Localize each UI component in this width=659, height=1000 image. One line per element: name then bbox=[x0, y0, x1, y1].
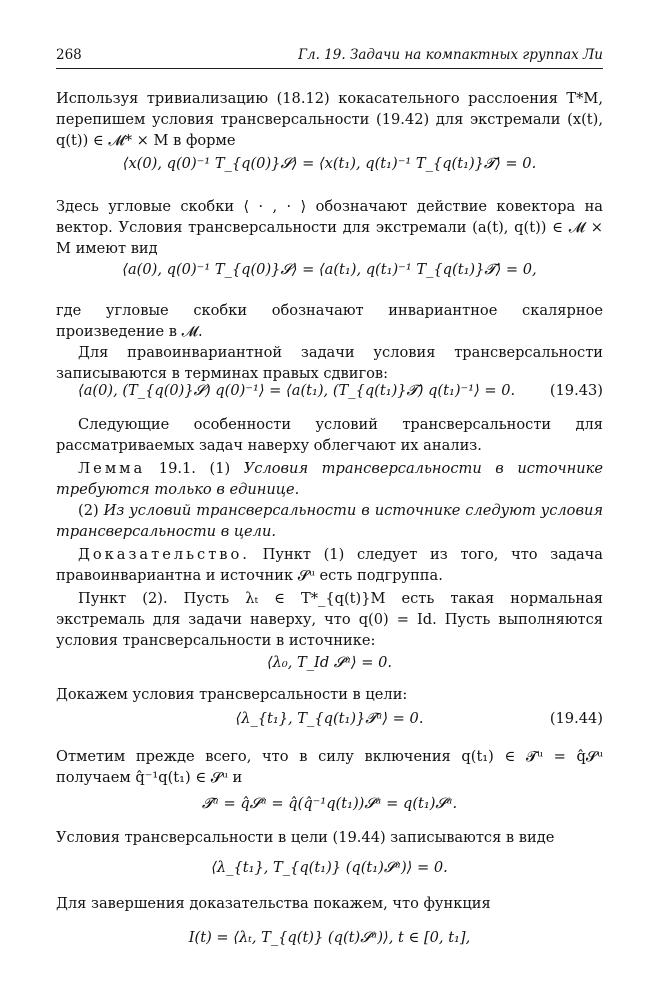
equation-number-19-43: (19.43) bbox=[549, 382, 603, 399]
lemma-part-2-block bbox=[56, 500, 603, 542]
running-title: Гл. 19. Задачи на компактных группах Ли bbox=[298, 47, 603, 63]
proof-label: Доказательство. bbox=[78, 546, 250, 563]
formula-right-shifts: ⟨a(0), (T_{q(0)}𝓢) q(0)⁻¹⟩ = ⟨a(t₁), (T_{q(t₁)}𝓣) q(t₁)⁻¹⟩ = 0. bbox=[78, 382, 516, 399]
lemma-statement bbox=[56, 458, 603, 500]
proof-point-1: Пункт (1) следует из того, что задача правоинвариантна и источник 𝓢ᵘ есть подгруппа. bbox=[56, 546, 603, 584]
paragraph-completion: Для завершения доказательства покажем, что функция bbox=[56, 895, 491, 912]
paragraph-point-2: Пункт (2). Пусть λₜ ∈ T*_{q(t)}M есть такая нормальная экстремаль для задачи наверху, что q(0) = Id. Пусть выполняются условия трансверсальности в источнике: bbox=[56, 590, 603, 649]
lemma-number: 19.1. (1) bbox=[158, 460, 231, 477]
formula-transversality-cotangent: ⟨x(0), q(0)⁻¹ T_{q(0)}𝓢⟩ = ⟨x(t₁), q(t₁)⁻¹ T_{q(t₁)}𝓣⟩ = 0. bbox=[122, 155, 537, 172]
formula-target-set: 𝓣ᵘ = q̂𝓢ᵘ = q̂(q̂⁻¹q(t₁))𝓢ᵘ = q(t₁)𝓢ᵘ. bbox=[201, 795, 458, 812]
formula-source-condition: ⟨λ₀, T_Id 𝓢ᵘ⟩ = 0. bbox=[266, 654, 393, 671]
paragraph-trivialization: Используя тривиализацию (18.12) кокасательного расслоения T*M, перепишем условия трансверсальности (19.42) для экстремали (x(t), q(t)) ∈ 𝓜* × M в форме bbox=[56, 90, 603, 149]
page-number: 268 bbox=[56, 47, 82, 63]
lemma-label: Лемма bbox=[78, 460, 146, 477]
formula-function-I: I(t) = ⟨λₜ, T_{q(t)} (q(t)𝓢ᵘ)⟩, t ∈ [0, t₁], bbox=[188, 929, 471, 946]
lemma-part-2-number: (2) bbox=[78, 502, 99, 519]
paragraph-features: Следующие особенности условий трансверсальности для рассматриваемых задач наверху облегчают их анализ. bbox=[56, 416, 603, 454]
formula-transversality-extremal: ⟨a(0), q(0)⁻¹ T_{q(0)}𝓢⟩ = ⟨a(t₁), q(t₁)⁻¹ T_{q(t₁)}𝓣⟩ = 0, bbox=[122, 261, 537, 278]
header-rule bbox=[56, 68, 603, 69]
paragraph-right-invariant: Для правоинвариантной задачи условия трансверсальности записываются в терминах правых сдвигов: bbox=[56, 344, 603, 382]
paragraph-target-written: Условия трансверсальности в цели (19.44) записываются в виде bbox=[56, 829, 555, 846]
formula-target-condition: ⟨λ_{t₁}, T_{q(t₁)}𝓣ᵘ⟩ = 0. bbox=[235, 710, 424, 727]
running-header bbox=[56, 47, 603, 67]
paragraph-inclusion: Отметим прежде всего, что в силу включения q(t₁) ∈ 𝓣ᵘ = q̂𝓢ᵘ получаем q̂⁻¹q(t₁) ∈ 𝓢ᵘ и bbox=[56, 748, 603, 786]
proof-paragraph bbox=[56, 544, 603, 586]
paragraph-prove-target: Докажем условия трансверсальности в цели: bbox=[56, 686, 408, 703]
paragraph-angle-brackets: Здесь угловые скобки ⟨ · , · ⟩ обозначают действие ковектора на вектор. Условия трансверсальности для экстремали (a(t), q(t)) ∈ 𝓜 × M имеют вид bbox=[56, 198, 603, 257]
formula-target-written: ⟨λ_{t₁}, T_{q(t₁)} (q(t₁)𝓢ᵘ)⟩ = 0. bbox=[211, 859, 448, 876]
equation-number-19-44: (19.44) bbox=[549, 710, 603, 727]
lemma-part-1: Условия трансверсальности в источнике требуются только в единице. bbox=[56, 460, 604, 498]
paragraph-scalar-product: где угловые скобки обозначают инвариантное скалярное произведение в 𝓜. bbox=[56, 302, 603, 340]
lemma-part-2: Из условий трансверсальности в источнике следуют условия трансверсальности в цели. bbox=[56, 502, 604, 540]
